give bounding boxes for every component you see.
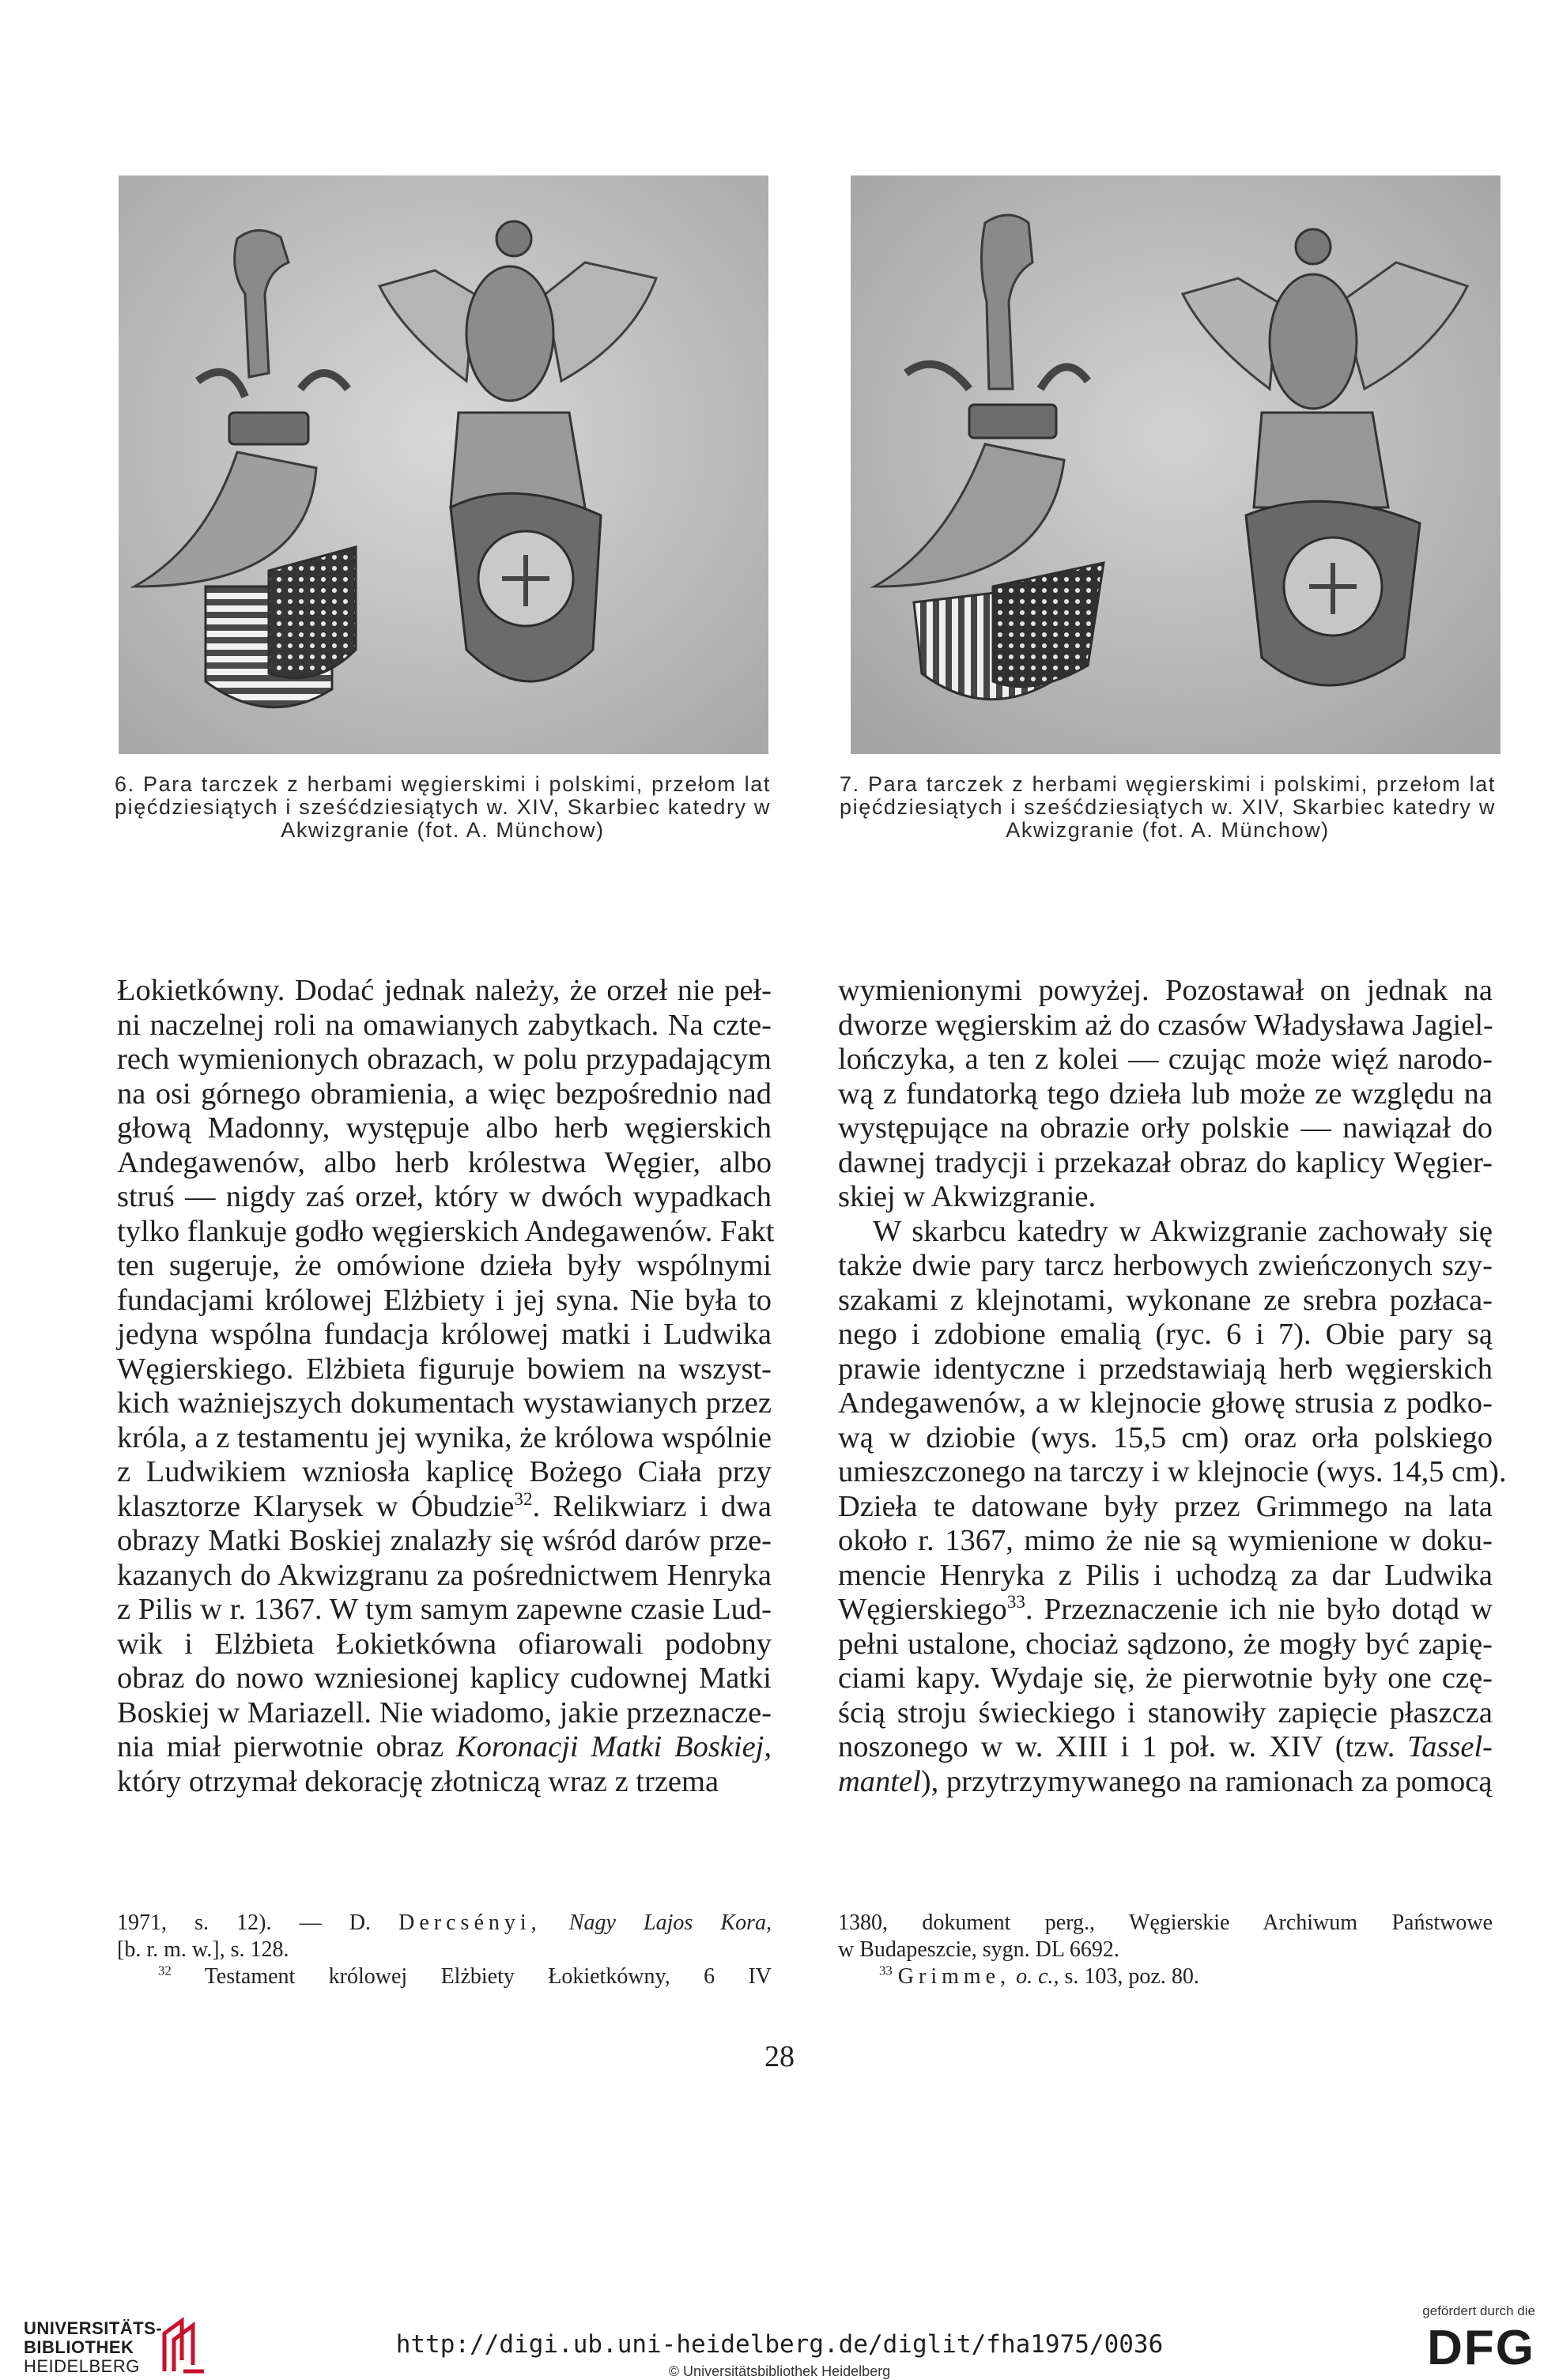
- text-line: wik i Elżbieta Łokietkówna ofiarowali podobny: [117, 1627, 772, 1661]
- text-line-paragraph-start: W skarbcu katedry w Akwizgranie zachowały się: [873, 1214, 1493, 1248]
- footnote-line: [117, 1910, 772, 1937]
- figure-7-caption: 7. Para tarczek z herbami węgierskimi i polskimi, przełom lat pięćdziesiątych i sześćdziesiątych w. XIV, Skarbiec katedry w Akwizgranie (fot. A. Münchow): [840, 772, 1496, 842]
- text-fragment: noszonego w w. XIII i 1 poł. w. XIV (tzw.: [838, 1730, 1395, 1763]
- copyright-notice: © Universitätsbibliothek Heidelberg: [668, 2363, 891, 2379]
- text-line: wymienionymi powyżej. Pozostawał on jednak na: [838, 974, 1493, 1007]
- body-column-left: [117, 974, 775, 1799]
- text-line: prawie identyczne i przedstawiają herb węgierskich: [838, 1352, 1493, 1386]
- text-line: Węgierskiego. Elżbieta figuruje bowiem na wszyst-: [117, 1352, 772, 1386]
- footer-bar: [0, 2261, 1559, 2378]
- text-line: pełni ustalone, chociaż sądzono, że mogły być zapię-: [838, 1627, 1493, 1661]
- text-fragment: Węgierskiego: [838, 1593, 1007, 1626]
- footnotes-right: [838, 1910, 1493, 1990]
- figure-6-caption: 6. Para tarczek z herbami węgierskimi i polskimi, przełom lat pięćdziesiątych i sześćdziesiątych w. XIV, Skarbiec katedry w Akwizgranie (fot. A. Münchow): [115, 772, 771, 842]
- permalink-url[interactable]: http://digi.ub.uni-heidelberg.de/diglit/fha1975/0036: [395, 2330, 1164, 2359]
- footnote-33: [838, 1963, 1493, 1990]
- text-fragment: . Przeznaczenie ich nie było dotąd w: [1025, 1593, 1493, 1626]
- text-line: występujące na obrazie orły polskie — nawiązał do: [838, 1111, 1493, 1145]
- footnote-line: 1380, dokument perg., Węgierskie Archiwum Państwowe: [838, 1910, 1493, 1935]
- text-line: kich ważniejszych dokumentach wystawianych przez: [117, 1386, 772, 1420]
- text-fragment: klasztorze Klarysek w Óbudzie: [117, 1489, 515, 1523]
- footnote-text: Testament królowej Elżbiety Łokietkówny, 6 IV: [204, 1964, 772, 1989]
- footnote-text: 1971, s. 12). — D.: [117, 1910, 371, 1935]
- op-cit: o. c.,: [1016, 1964, 1059, 1989]
- footnote-text: s. 103, poz. 80.: [1064, 1964, 1199, 1989]
- dfg-logo[interactable]: DFG: [1427, 2321, 1535, 2375]
- text-line: szakami z klejnotami, wykonane ze srebra pozłaca-: [838, 1283, 1493, 1317]
- library-name-line: UNIVERSITÄTS-: [24, 2318, 163, 2338]
- page-number: 28: [764, 2040, 795, 2073]
- text-line: dworze węgierskim aż do czasów Władysława Jagiel-: [838, 1008, 1493, 1042]
- text-line: z Ludwikiem wzniosła kaplicę Bożego Ciała przy: [117, 1455, 772, 1488]
- text-line: króla, a z testamentu jej wynika, że królowa wspólnie: [117, 1420, 772, 1454]
- text-line: wą w dziobie (wys. 15,5 cm) oraz orła polskiego: [838, 1420, 1493, 1454]
- figure-7-photo: [851, 175, 1500, 754]
- text-line-with-italic-term: [838, 1730, 1493, 1765]
- text-line: także dwie pary tarcz herbowych zwieńczonych szy-: [838, 1249, 1493, 1282]
- text-line-with-italic-term: [838, 1765, 1493, 1800]
- text-line: Boskiej w Mariazell. Nie wiadomo, jakie przeznacze-: [117, 1695, 772, 1729]
- text-line: Andegawenów, a w klejnocie głowę strusia z podko-: [838, 1386, 1493, 1420]
- text-fragment: ), przytrzymywanego na ramionach za pomocą: [920, 1764, 1493, 1798]
- footnote-32: [117, 1963, 772, 1990]
- dfg-funding: [1385, 2303, 1535, 2376]
- library-name-line: BIBLIOTHEK: [24, 2337, 134, 2357]
- footnote-ref-33[interactable]: 33: [1006, 1591, 1025, 1612]
- body-column-right: [838, 974, 1507, 1799]
- text-line: ścią stroju świeckiego i stanowiły zapięcie płaszcza: [838, 1695, 1493, 1729]
- footnote-number: 33: [879, 1963, 893, 1978]
- funded-by-label: gefördert durch die: [1422, 2303, 1535, 2318]
- footnote-ref-32[interactable]: 32: [514, 1488, 533, 1509]
- text-line-with-footnote-32: [117, 1490, 772, 1525]
- text-line: kazanych do Akwizgranu za pośrednictwem Henryka: [117, 1558, 772, 1592]
- italic-term: mantel: [838, 1764, 921, 1798]
- author-name: Dercsényi,: [398, 1910, 542, 1935]
- text-line: z Pilis w r. 1367. W tym samym zapewne czasie Lud-: [117, 1593, 772, 1626]
- text-line-with-footnote-33: [838, 1593, 1493, 1628]
- text-line: fundacjami królowej Elżbiety i jej syna. Nie była to: [117, 1283, 772, 1317]
- italic-term: Tassel-: [1407, 1730, 1493, 1763]
- text-fragment: nia miał pierwotnie obraz: [117, 1730, 444, 1763]
- text-line: obraz do nowo wzniesionej kaplicy cudownej Matki: [117, 1661, 772, 1695]
- artwork-title: Koronacji Matki Boskiej,: [455, 1730, 772, 1763]
- text-line: obrazy Matki Boskiej znalazły się wśród darów prze-: [117, 1524, 772, 1557]
- text-line: nego i zdobione emalią (ryc. 6 i 7). Obie pary są: [838, 1318, 1493, 1351]
- text-line: tylko flankuje godło węgierskich Andegawenów. Fakt: [117, 1214, 775, 1248]
- text-line: jedyna wspólna fundacja królowej matki i Ludwika: [117, 1318, 772, 1351]
- text-line: ciami kapy. Wydaje się, że pierwotnie były one czę-: [838, 1661, 1493, 1695]
- text-line: umieszczonego na tarczy i w klejnocie (wys. 14,5 cm).: [838, 1455, 1507, 1488]
- text-line: skiej w Akwizgranie.: [838, 1180, 1097, 1213]
- text-line: około r. 1367, mimo że nie są wymienione w doku-: [838, 1524, 1493, 1557]
- text-line: głową Madonny, występuje albo herb węgierskich: [117, 1111, 772, 1145]
- footnote-number: 32: [158, 1963, 172, 1978]
- text-line: Dzieła te datowane były przez Grimmego na lata: [838, 1489, 1493, 1523]
- text-line: ni naczelnej roli na omawianych zabytkach. Na czte-: [117, 1008, 772, 1042]
- text-line: struś — nigdy zaś orzeł, który w dwóch wypadkach: [117, 1180, 772, 1213]
- book-title: Nagy Lajos Kora,: [568, 1910, 772, 1935]
- footnote-line: [b. r. m. w.], s. 128.: [117, 1937, 289, 1962]
- footnote-line: w Budapeszcie, sygn. DL 6692.: [838, 1937, 1119, 1962]
- text-line: dawnej tradycji i przekazał obraz do kaplicy Węgier-: [838, 1145, 1493, 1179]
- text-line: wą z fundatorką tego dzieła lub może ze względu na: [838, 1077, 1493, 1111]
- footnotes-left: [117, 1910, 772, 1990]
- text-line-with-italic-title: [117, 1730, 772, 1765]
- text-fragment: . Relikwiarz i dwa: [532, 1489, 772, 1523]
- library-name-line: HEIDELBERG: [24, 2356, 140, 2376]
- text-line: Łokietkówny. Dodać jednak należy, że orzeł nie peł-: [117, 974, 772, 1007]
- text-line: Andegawenów, albo herb królestwa Węgier, albo: [117, 1145, 772, 1179]
- text-line: ten sugeruje, że omówione dzieła były wspólnymi: [117, 1249, 772, 1282]
- text-line: rech wymienionych obrazach, w polu przypadającym: [117, 1043, 772, 1076]
- text-line: mencie Henryka z Pilis i uchodzą za dar Ludwika: [838, 1558, 1493, 1592]
- text-line: na osi górnego obramienia, a więc bezpośrednio nad: [117, 1077, 772, 1111]
- text-line: który otrzymał dekorację złotniczą wraz z trzema: [117, 1764, 719, 1798]
- text-line: lończyka, a ten z kolei — czując może więź narodo-: [838, 1043, 1493, 1076]
- author-name: Grimme,: [897, 1964, 1011, 1989]
- figure-6-photo: [119, 175, 768, 754]
